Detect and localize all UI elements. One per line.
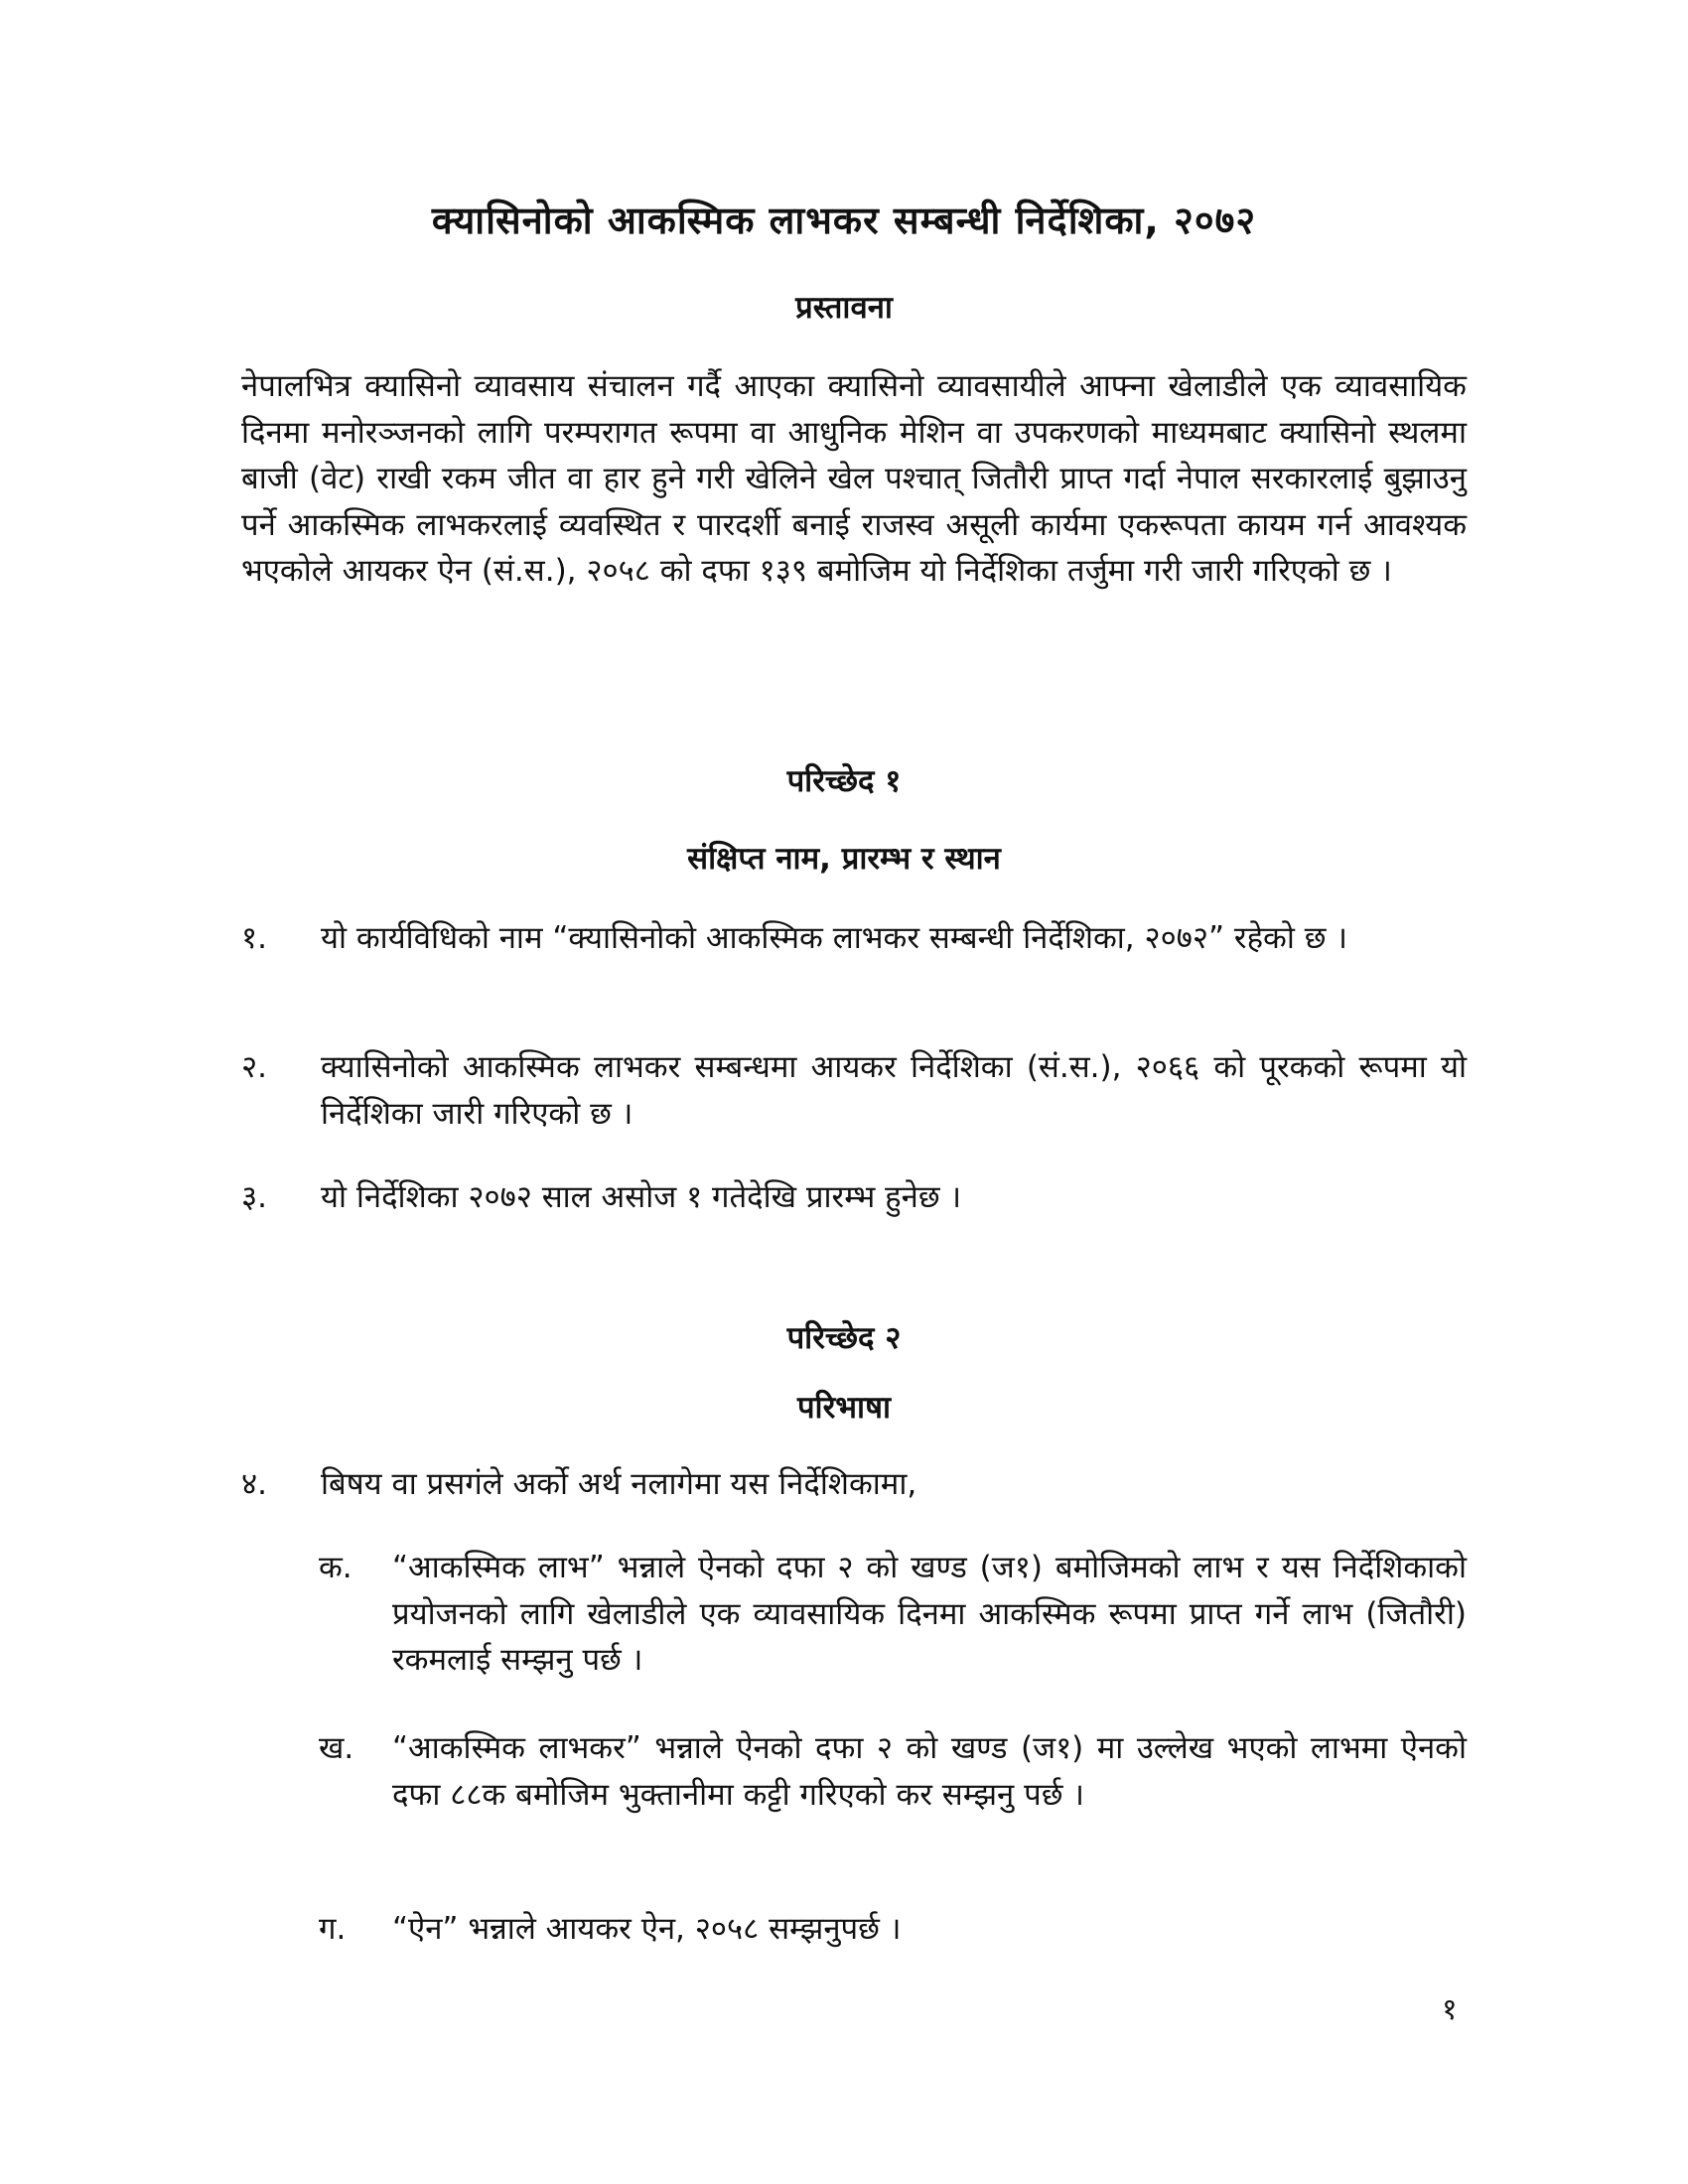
subclause-text: “ऐन” भन्नाले आयकर ऐन, २०५८ सम्झनुपर्छ । bbox=[392, 1911, 902, 1947]
subclause-text: “आकस्मिक लाभ” भन्नाले ऐनको दफा २ को खण्ड (ज१) बमोजिमको लाभ र यस निर्देशिकाको प्रयोजनको लागि खेलाडीले एक व्यावसायिक दिनमा आकस्मिक रूपमा प्राप्त गर्ने लाभ (जितौरी) रकमलाई सम्झनु पर्छ । bbox=[392, 1550, 1467, 1678]
clause-number: ४. bbox=[241, 1466, 267, 1502]
subclause-kha bbox=[319, 1725, 1467, 1818]
clause-text: बिषय वा प्रसगंले अर्को अर्थ नलागेमा यस निर्देशिकामा, bbox=[321, 1466, 917, 1502]
clause-text: यो निर्देशिका २०७२ साल असोज १ गतेदेखि प्रारम्भ हुनेछ । bbox=[321, 1179, 962, 1215]
clause-text: यो कार्यविधिको नाम “क्यासिनोको आकस्मिक लाभकर सम्बन्धी निर्देशिका, २०७२” रहेको छ । bbox=[321, 920, 1348, 956]
clause-2 bbox=[241, 1044, 1467, 1137]
subclause-text: “आकस्मिक लाभकर” भन्नाले ऐनको दफा २ को खण्ड (ज१) मा उल्लेख भएको लाभमा ऐनको दफा ८८क बमोजिम भुक्तानीमा कट्टी गरिएको कर सम्झनु पर्छ । bbox=[392, 1730, 1467, 1813]
page-number: १ bbox=[1442, 1992, 1458, 2027]
preamble-heading: प्रस्तावना bbox=[795, 290, 893, 326]
subclause-letter: ग. bbox=[319, 1911, 347, 1947]
clause-1 bbox=[241, 915, 1467, 962]
clause-number: २. bbox=[241, 1049, 267, 1085]
clause-text: क्यासिनोको आकस्मिक लाभकर सम्बन्धमा आयकर निर्देशिका (सं.स.), २०६६ को पूरकको रूपमा यो निर्देशिका जारी गरिएको छ । bbox=[321, 1049, 1467, 1132]
chapter-1-subheading: संक्षिप्त नाम, प्रारम्भ र स्थान bbox=[687, 841, 1001, 877]
chapter-1-heading: परिच्छेद १ bbox=[786, 763, 902, 799]
chapter-2-subheading: परिभाषा bbox=[796, 1390, 892, 1426]
document-title: क्यासिनोको आकस्मिक लाभकर सम्बन्धी निर्देशिका, २०७२ bbox=[431, 199, 1257, 242]
chapter-2-heading: परिच्छेद २ bbox=[786, 1320, 902, 1356]
subclause-ka bbox=[319, 1545, 1467, 1684]
clause-number: १. bbox=[241, 920, 267, 956]
clause-3 bbox=[241, 1174, 1467, 1221]
preamble-paragraph: नेपालभित्र क्यासिनो व्यावसाय संचालन गर्दै आएका क्यासिनो व्यावसायीले आफ्ना खेलाडीले एक व्यावसायिक दिनमा मनोरञ्जनको लागि परम्परागत रूपमा वा आधुनिक मेशिन वा उपकरणको माध्यमबाट क्यासिनो स्थलमा बाजी (वेट) राखी रकम जीत वा हार हुने गरी खेलिने खेल पश्चात् जितौरी प्राप्त गर्दा नेपाल सरकारलाई बुझाउनु पर्ने आकस्मिक लाभकरलाई व्यवस्थित र पारदर्शी बनाई राजस्व असूली कार्यमा एकरूपता कायम गर्न आवश्यक भएकोले आयकर ऐन (सं.स.), २०५८ को दफा १३९ बमोजिम यो निर्देशिका तर्जुमा गरी जारी गरिएको छ । bbox=[241, 368, 1467, 589]
subclause-letter: क. bbox=[319, 1550, 352, 1585]
subclause-ga bbox=[319, 1906, 1467, 1953]
clause-number: ३. bbox=[241, 1179, 267, 1215]
clause-4 bbox=[241, 1461, 1467, 1508]
subclause-letter: ख. bbox=[319, 1730, 354, 1766]
